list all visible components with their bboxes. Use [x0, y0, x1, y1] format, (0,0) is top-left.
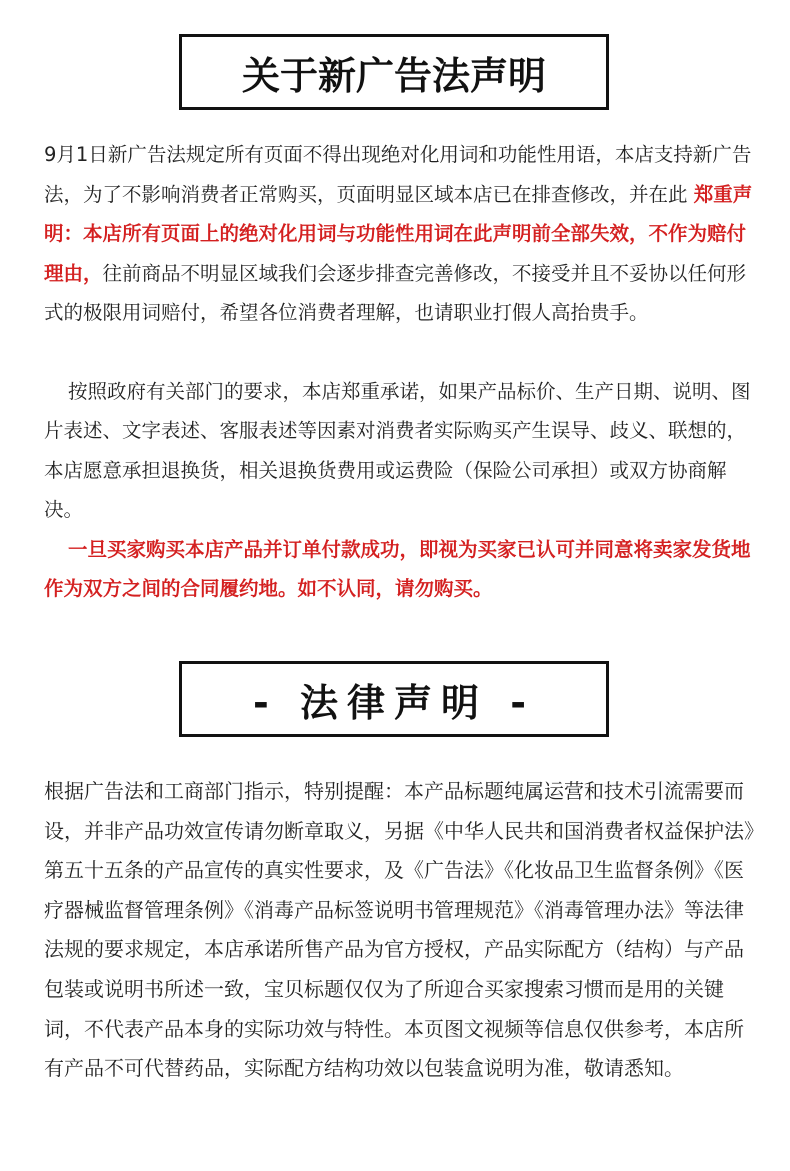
- legal-statement-body: [44, 772, 760, 1089]
- notice-paragraph-1-text-b: 往前商品不明显区域我们会逐步排查完善修改，不接受并且不妥协以任何形式的极限用词赔付，希望各位消费者理解，也请职业打假人高抬贵手。: [44, 261, 747, 324]
- ad-law-notice-title: 关于新广告法声明: [179, 34, 609, 110]
- notice-paragraph-1: [44, 135, 760, 333]
- legal-paragraph: 根据广告法和工商部门指示，特别提醒：本产品标题纯属运营和技术引流需要而设，并非产品功效宣传请勿断章取义，另据《中华人民共和国消费者权益保护法》第五十五条的产品宣传的真实性要求，及《广告法》《化妆品卫生监督条例》《医疗器械监督管理条例》《消毒产品标签说明书管理规范》《消毒管理办法》等法律法规的要求规定，本店承诺所售产品为官方授权，产品实际配方（结构）与产品包装或说明书所述一致，宝贝标题仅仅为了所迎合买家搜索习惯而是用的关键词，不代表产品本身的实际功效与特性。本页图文视频等信息仅供参考，本店所有产品不可代替药品，实际配方结构功效以包装盒说明为准，敬请悉知。: [44, 779, 754, 1081]
- legal-statement-title: - 法律声明 -: [179, 661, 609, 737]
- notice-paragraph-1-text-a: 9月1日新广告法规定所有页面不得出现绝对化用词和功能性用语，本店支持新广告法，为了不影响消费者正常购买，页面明显区域本店已在排查修改，并在此: [44, 143, 752, 206]
- ad-law-notice-body: [44, 135, 760, 609]
- notice-paragraph-3-emphasis: 一旦买家购买本店产品并订单付款成功，即视为买家已认可并同意将卖家发货地作为双方之间的合同履约地。如不认同，请勿购买。: [44, 537, 751, 600]
- notice-paragraph-1-emphasis: 郑重声明：本店所有页面上的绝对化用词与功能性用词在此声明前全部失效，不作为赔付理由，: [44, 182, 753, 285]
- paragraph-spacer: [44, 333, 760, 372]
- notice-paragraph-2: 按照政府有关部门的要求，本店郑重承诺，如果产品标价、生产日期、说明、图片表述、文字表述、客服表述等因素对消费者实际购买产生误导、歧义、联想的，本店愿意承担退换货，相关退换货费用或运费险（保险公司承担）或双方协商解决。: [44, 379, 751, 521]
